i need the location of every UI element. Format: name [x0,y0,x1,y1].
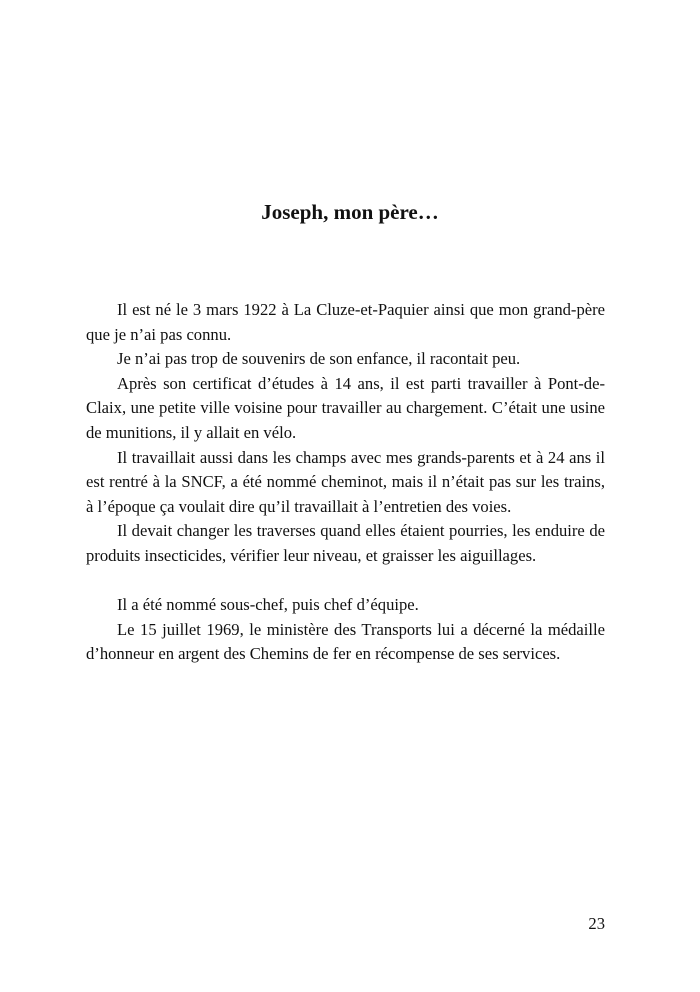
paragraph: Il devait changer les traverses quand elles étaient pourries, les enduire de produits insecticides, vérifier leur niveau, et graisser les aiguillages. [86,521,605,565]
paragraph: Il est né le 3 mars 1922 à La Cluze-et-Paquier ainsi que mon grand-père que je n’ai pas connu. [86,300,605,344]
chapter-body [86,298,605,667]
paragraph: Il a été nommé sous-chef, puis chef d’équipe. [117,595,419,615]
section-spacer [86,569,605,594]
paragraph: Le 15 juillet 1969, le ministère des Transports lui a décerné la médaille d’honneur en argent des Chemins de fer en récompense de ses services. [86,619,605,664]
paragraph: Je n’ai pas trop de souvenirs de son enfance, il racontait peu. [117,349,521,369]
page-number: 23 [588,914,605,933]
chapter-title: Joseph, mon père… [261,200,439,224]
paragraph: Après son certificat d’études à 14 ans, il est parti travailler à Pont-de-Claix, une petite ville voisine pour travailler au chargement. C’était une usine de munitions, il y allait en vélo. [86,373,605,442]
paragraph: Il travaillait aussi dans les champs avec mes grands-parents et à 24 ans il est rentré à la SNCF, a été nommé cheminot, mais il n’était pas sur les trains, à l’époque ça voulait dire qu’il travaillait à l’entretien des voies. [86,447,605,516]
